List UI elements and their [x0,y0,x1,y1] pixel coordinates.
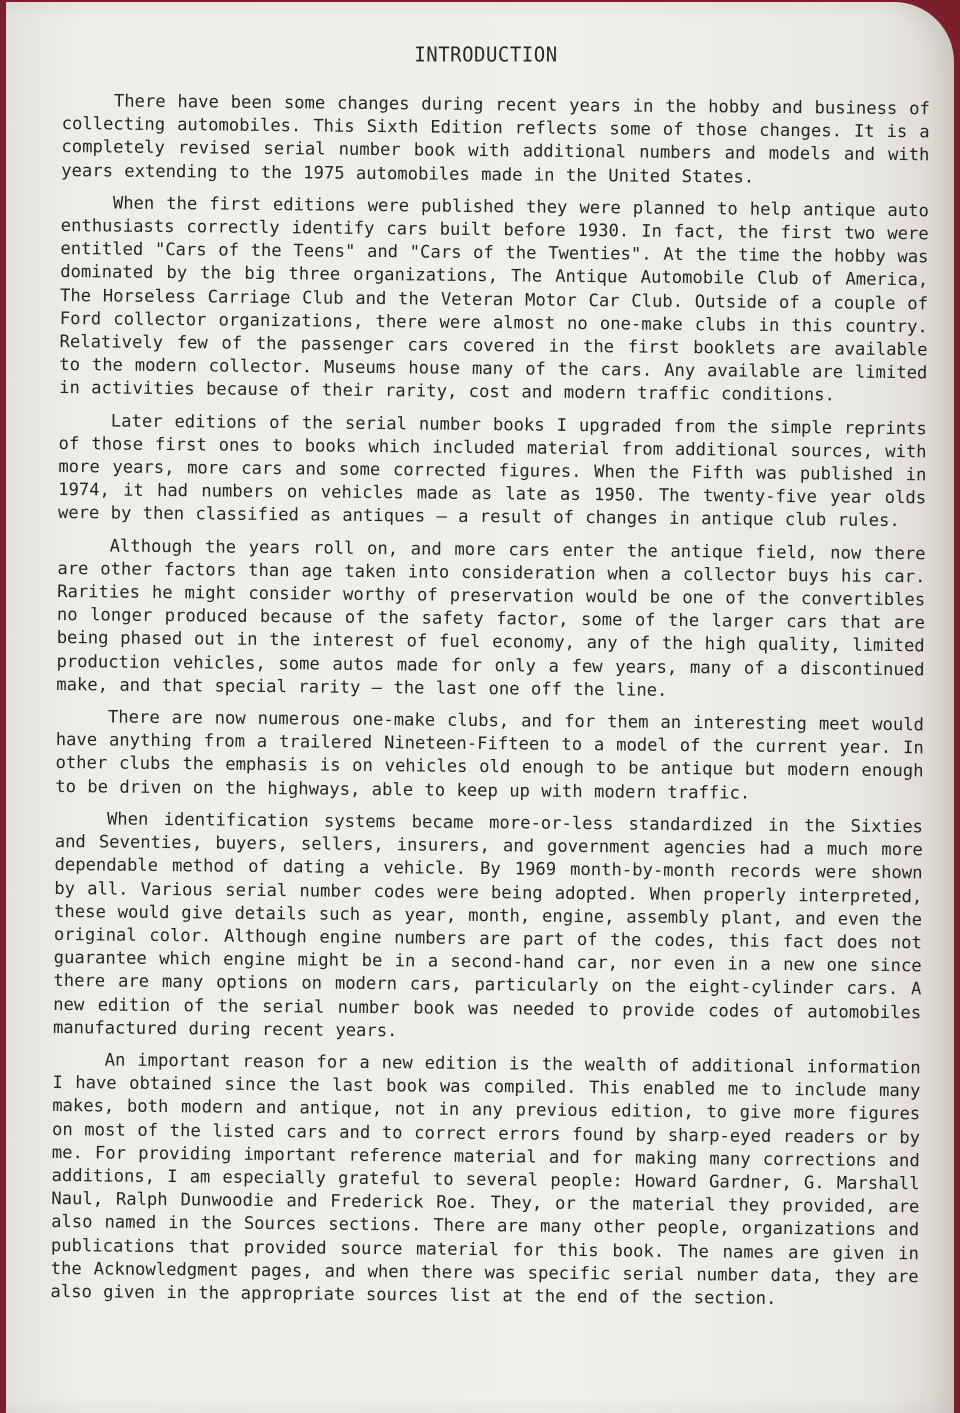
paragraph-4: Although the years roll on, and more cars enter the antique field, now there are other factors than age taken into consideration when a collector buys his car. Rarities he might consider worthy of preservation would be one of the convertibles no longer produced because of the safety factor, some of the larger cars that are being phased out in the interest of fuel economy, any of the high quality, limited production vehicles, some autos made for only a few years, many of a discontinued make, and that special rarity — the last one off the line. [56,536,926,701]
body-text [50,90,930,1312]
page-title: INTRODUCTION [414,43,558,67]
paragraph-5: There are now numerous one-make clubs, and for them an interesting meet would have anything from a trailered Nineteen-Fifteen to a model of the current year. In other clubs the emphasis is on vehicles old enough to be antique but modern enough to be driven on the highways, able to keep up with modern traffic. [55,707,925,804]
book-page [6,2,954,1413]
paragraph-1: There have been some changes during recent years in the hobby and business of collecting automobiles. This Sixth Edition reflects some of those changes. It is a completely revised serial number book with additional numbers and models and with years extending to the 1975 automobiles made in the United States. [61,91,930,188]
paragraph-7: An important reason for a new edition is the wealth of additional information I have obtained since the last book was compiled. This enabled me to include many makes, both modern and antique, not in any previous edition, to give more figures on most of the listed cars and to correct errors found by sharp-eyed readers or by me. For providing important reference material and for making many corrections and additions, I am especially grateful to several people: Howard Gardner, G. Marshall Naul, Ralph Dunwoodie and Frederick Roe. They, or the material they provided, are also named in the Sources sections. There are many other people, organizations and publications that provided source material for this book. The names are given in the Acknowledgment pages, and when there was specific serial number data, they are also given in the appropriate sources list at the end of the section. [50,1050,921,1309]
paragraph-3: Later editions of the serial number books I upgraded from the simple reprints of those first ones to books which included material from additional sources, with more years, more cars and some corrected figures. When the Fifth was published in 1974, it had numbers on vehicles made as late as 1950. The twenty-five year olds were by then classified as antiques — a result of changes in antique club rules. [57,411,927,532]
paragraph-6: When identification systems became more-or-less standardized in the Sixties and Seventies, buyers, sellers, insurers, and government agencies had a much more dependable method of dating a vehicle. By 1969 month-by-month records were shown by all. Various serial number codes were being adopted. When properly interpreted, these would give details such as year, month, engine, assembly plant, and even the original color. Although engine numbers are part of the codes, this fact does not guarantee which engine might be in a second-hand car, nor even in a new one since there are many options on modern cars, particularly on the eight-cylinder cars. A new edition of the serial number book was needed to provide codes of automobiles manufactured during recent years. [52,809,924,1041]
paragraph-2: When the first editions were published they were planned to help antique auto enthusiasts correctly identify cars built before 1930. In fact, the first two were entitled "Cars of the Teens" and "Cars of the Twenties". At the time the hobby was dominated by the big three organizations, The Antique Automobile Club of America, The Horseless Carriage Club and the Veteran Motor Car Club. Outside of a couple of Ford collector organizations, there were almost no one-make clubs in this country. Relatively few of the passenger cars covered in the first booklets are available to the modern collector. Museums house many of the cars. Any available are limited in activities because of their rarity, cost and modern traffic conditions. [59,193,929,406]
